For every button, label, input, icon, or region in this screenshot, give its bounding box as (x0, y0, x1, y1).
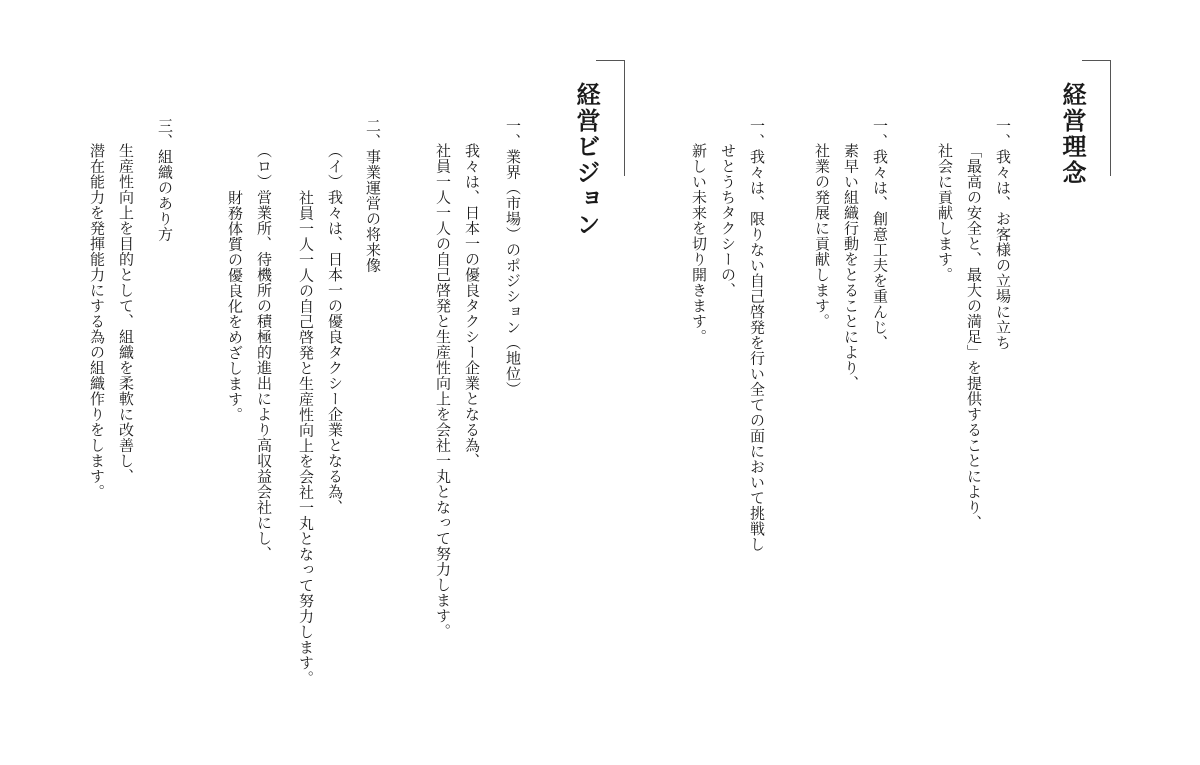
vision-item-2-line-3: 社員一人一人の自己啓発と生産性向上を会社一丸となって努力します。 (297, 190, 315, 686)
vision-item-3-line-3: 潜在能力を発揮能力にする為の組織作りをします。 (88, 143, 106, 500)
vision-item-2-line-4: （ロ）営業所、待機所の積極的進出により高収益会社にし、 (255, 143, 273, 562)
vision-item-2-line-1: 二、事業運営の将来像 (364, 118, 382, 273)
philosophy-item-1-line-3: 社会に貢献します。 (936, 143, 954, 283)
philosophy-item-3-line-3: 新しい未来を切り開きます。 (690, 143, 708, 345)
philosophy-heading: 経営理念 (1058, 82, 1087, 186)
vision-item-3-line-1: 三、組織のあり方 (156, 118, 174, 242)
philosophy-item-1-line-1: 一、我々は、お客様の立場に立ち (994, 118, 1012, 351)
philosophy-item-2-line-2: 素早い組織行動をとることにより、 (842, 143, 860, 391)
vision-item-1-line-1: 一、業界（市場）のポジション（地位） (504, 118, 522, 397)
vision-item-2-line-2: （イ）我々は、日本一の優良タクシー企業となる為、 (326, 143, 344, 515)
vision-item-2-line-5: 財務体質の優良化をめざします。 (226, 190, 244, 423)
vision-item-1-line-2: 我々は、日本一の優良タクシー企業となる為、 (463, 143, 481, 469)
philosophy-item-2-line-1: 一、我々は、創意工夫を重んじ、 (871, 118, 889, 351)
philosophy-item-2-line-3: 社業の発展に貢献します。 (813, 143, 831, 329)
vision-heading: 経営ビジョン (572, 82, 601, 238)
vision-item-1-line-3: 社員一人一人の自己啓発と生産性向上を会社一丸となって努力します。 (434, 143, 452, 639)
philosophy-item-3-line-1: 一、我々は、限りない自己啓発を行い全ての面において挑戦し (748, 118, 766, 552)
philosophy-item-1-line-2: 「最高の安全と、最大の満足」を提供することにより、 (965, 143, 983, 531)
vision-item-3-line-2: 生産性向上を目的として、組織を柔軟に改善し、 (117, 143, 135, 484)
philosophy-item-3-line-2: せとうちタクシーの、 (719, 143, 737, 298)
